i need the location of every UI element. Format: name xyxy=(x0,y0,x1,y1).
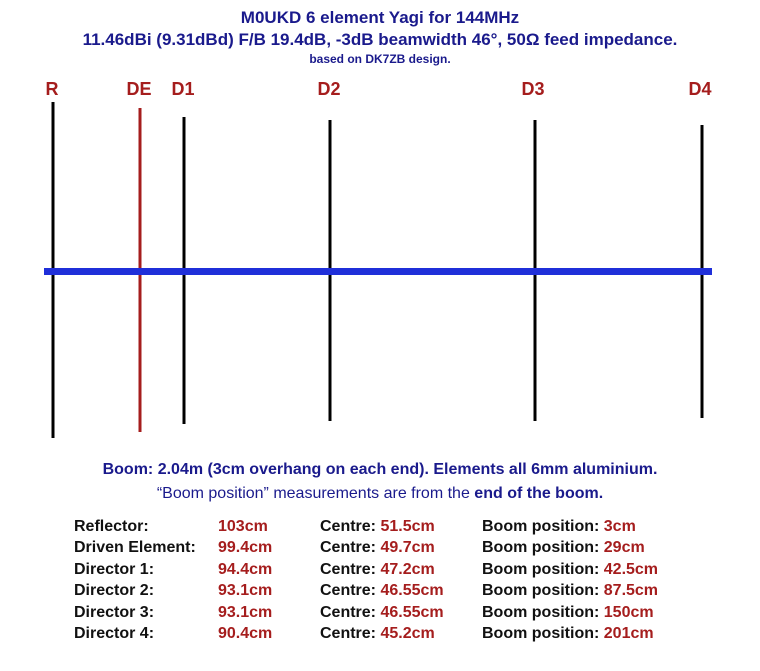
element-row xyxy=(74,602,658,623)
position-label: Boom position: xyxy=(482,539,600,557)
centre-label: Centre: xyxy=(320,625,377,643)
label-director-1: D1 xyxy=(171,79,195,99)
element-boom-position xyxy=(482,580,658,601)
boom xyxy=(44,268,712,275)
element-length: 90.4cm xyxy=(218,625,273,643)
label-director-4: D4 xyxy=(688,79,712,99)
centre-value: 46.55cm xyxy=(380,603,444,621)
position-value: 29cm xyxy=(603,539,645,557)
centre-value: 45.2cm xyxy=(380,625,435,643)
element-length: 99.4cm xyxy=(218,539,273,557)
element-name: Director 2: xyxy=(74,582,155,600)
boom-note: Boom: 2.04m (3cm overhang on each end). Elements all 6mm aluminium. xyxy=(102,461,658,478)
label-driven-element: DE xyxy=(126,79,152,99)
centre-label: Centre: xyxy=(320,539,377,557)
element-name: Director 4: xyxy=(74,625,155,643)
position-label: Boom position: xyxy=(482,518,600,535)
element-dimensions-table xyxy=(74,516,658,644)
position-note-emphasis: end of the boom. xyxy=(474,485,604,502)
element-name: Director 3: xyxy=(74,603,155,621)
element-centre xyxy=(320,559,482,580)
centre-label: Centre: xyxy=(320,582,377,600)
element-centre xyxy=(320,516,482,537)
position-label: Boom position: xyxy=(482,560,600,578)
element-length: 103cm xyxy=(218,518,268,535)
position-value: 201cm xyxy=(603,625,654,643)
design-credit: based on DK7ZB design. xyxy=(309,52,451,66)
element-boom-position xyxy=(482,559,658,580)
element-length: 93.1cm xyxy=(218,582,273,600)
element-row xyxy=(74,559,658,580)
element-centre xyxy=(320,580,482,601)
position-value: 3cm xyxy=(603,518,636,535)
element-centre xyxy=(320,623,482,644)
centre-label: Centre: xyxy=(320,560,377,578)
label-reflector: R xyxy=(45,79,59,99)
element-boom-position xyxy=(482,537,658,558)
element-row xyxy=(74,516,658,537)
element-name: Director 1: xyxy=(74,560,155,578)
centre-value: 46.55cm xyxy=(380,582,444,600)
element-row xyxy=(74,537,658,558)
centre-value: 49.7cm xyxy=(380,539,435,557)
element-boom-position xyxy=(482,623,658,644)
position-value: 150cm xyxy=(603,603,654,621)
element-length: 94.4cm xyxy=(218,560,273,578)
position-label: Boom position: xyxy=(482,625,600,643)
centre-label: Centre: xyxy=(320,518,377,535)
position-note-text: “Boom position” measurements are from the xyxy=(156,485,475,502)
element-row xyxy=(74,623,658,644)
position-value: 87.5cm xyxy=(603,582,659,600)
position-label: Boom position: xyxy=(482,603,600,621)
element-centre xyxy=(320,602,482,623)
element-name: Driven Element: xyxy=(74,539,196,557)
centre-value: 51.5cm xyxy=(380,518,435,535)
label-director-3: D3 xyxy=(521,79,545,99)
element-boom-position xyxy=(482,516,658,537)
performance-specs: 11.46dBi (9.31dBd) F/B 19.4dB, -3dB beamwidth 46°, 50Ω feed impedance. xyxy=(82,30,678,49)
position-note xyxy=(0,485,760,503)
element-row xyxy=(74,580,658,601)
centre-label: Centre: xyxy=(320,603,377,621)
diagram-title: M0UKD 6 element Yagi for 144MHz xyxy=(240,8,520,27)
element-length: 93.1cm xyxy=(218,603,273,621)
element-boom-position xyxy=(482,602,658,623)
element-centre xyxy=(320,537,482,558)
label-director-2: D2 xyxy=(317,79,341,99)
centre-value: 47.2cm xyxy=(380,560,435,578)
position-label: Boom position: xyxy=(482,582,600,600)
element-name: Reflector: xyxy=(74,518,149,535)
position-value: 42.5cm xyxy=(603,560,659,578)
